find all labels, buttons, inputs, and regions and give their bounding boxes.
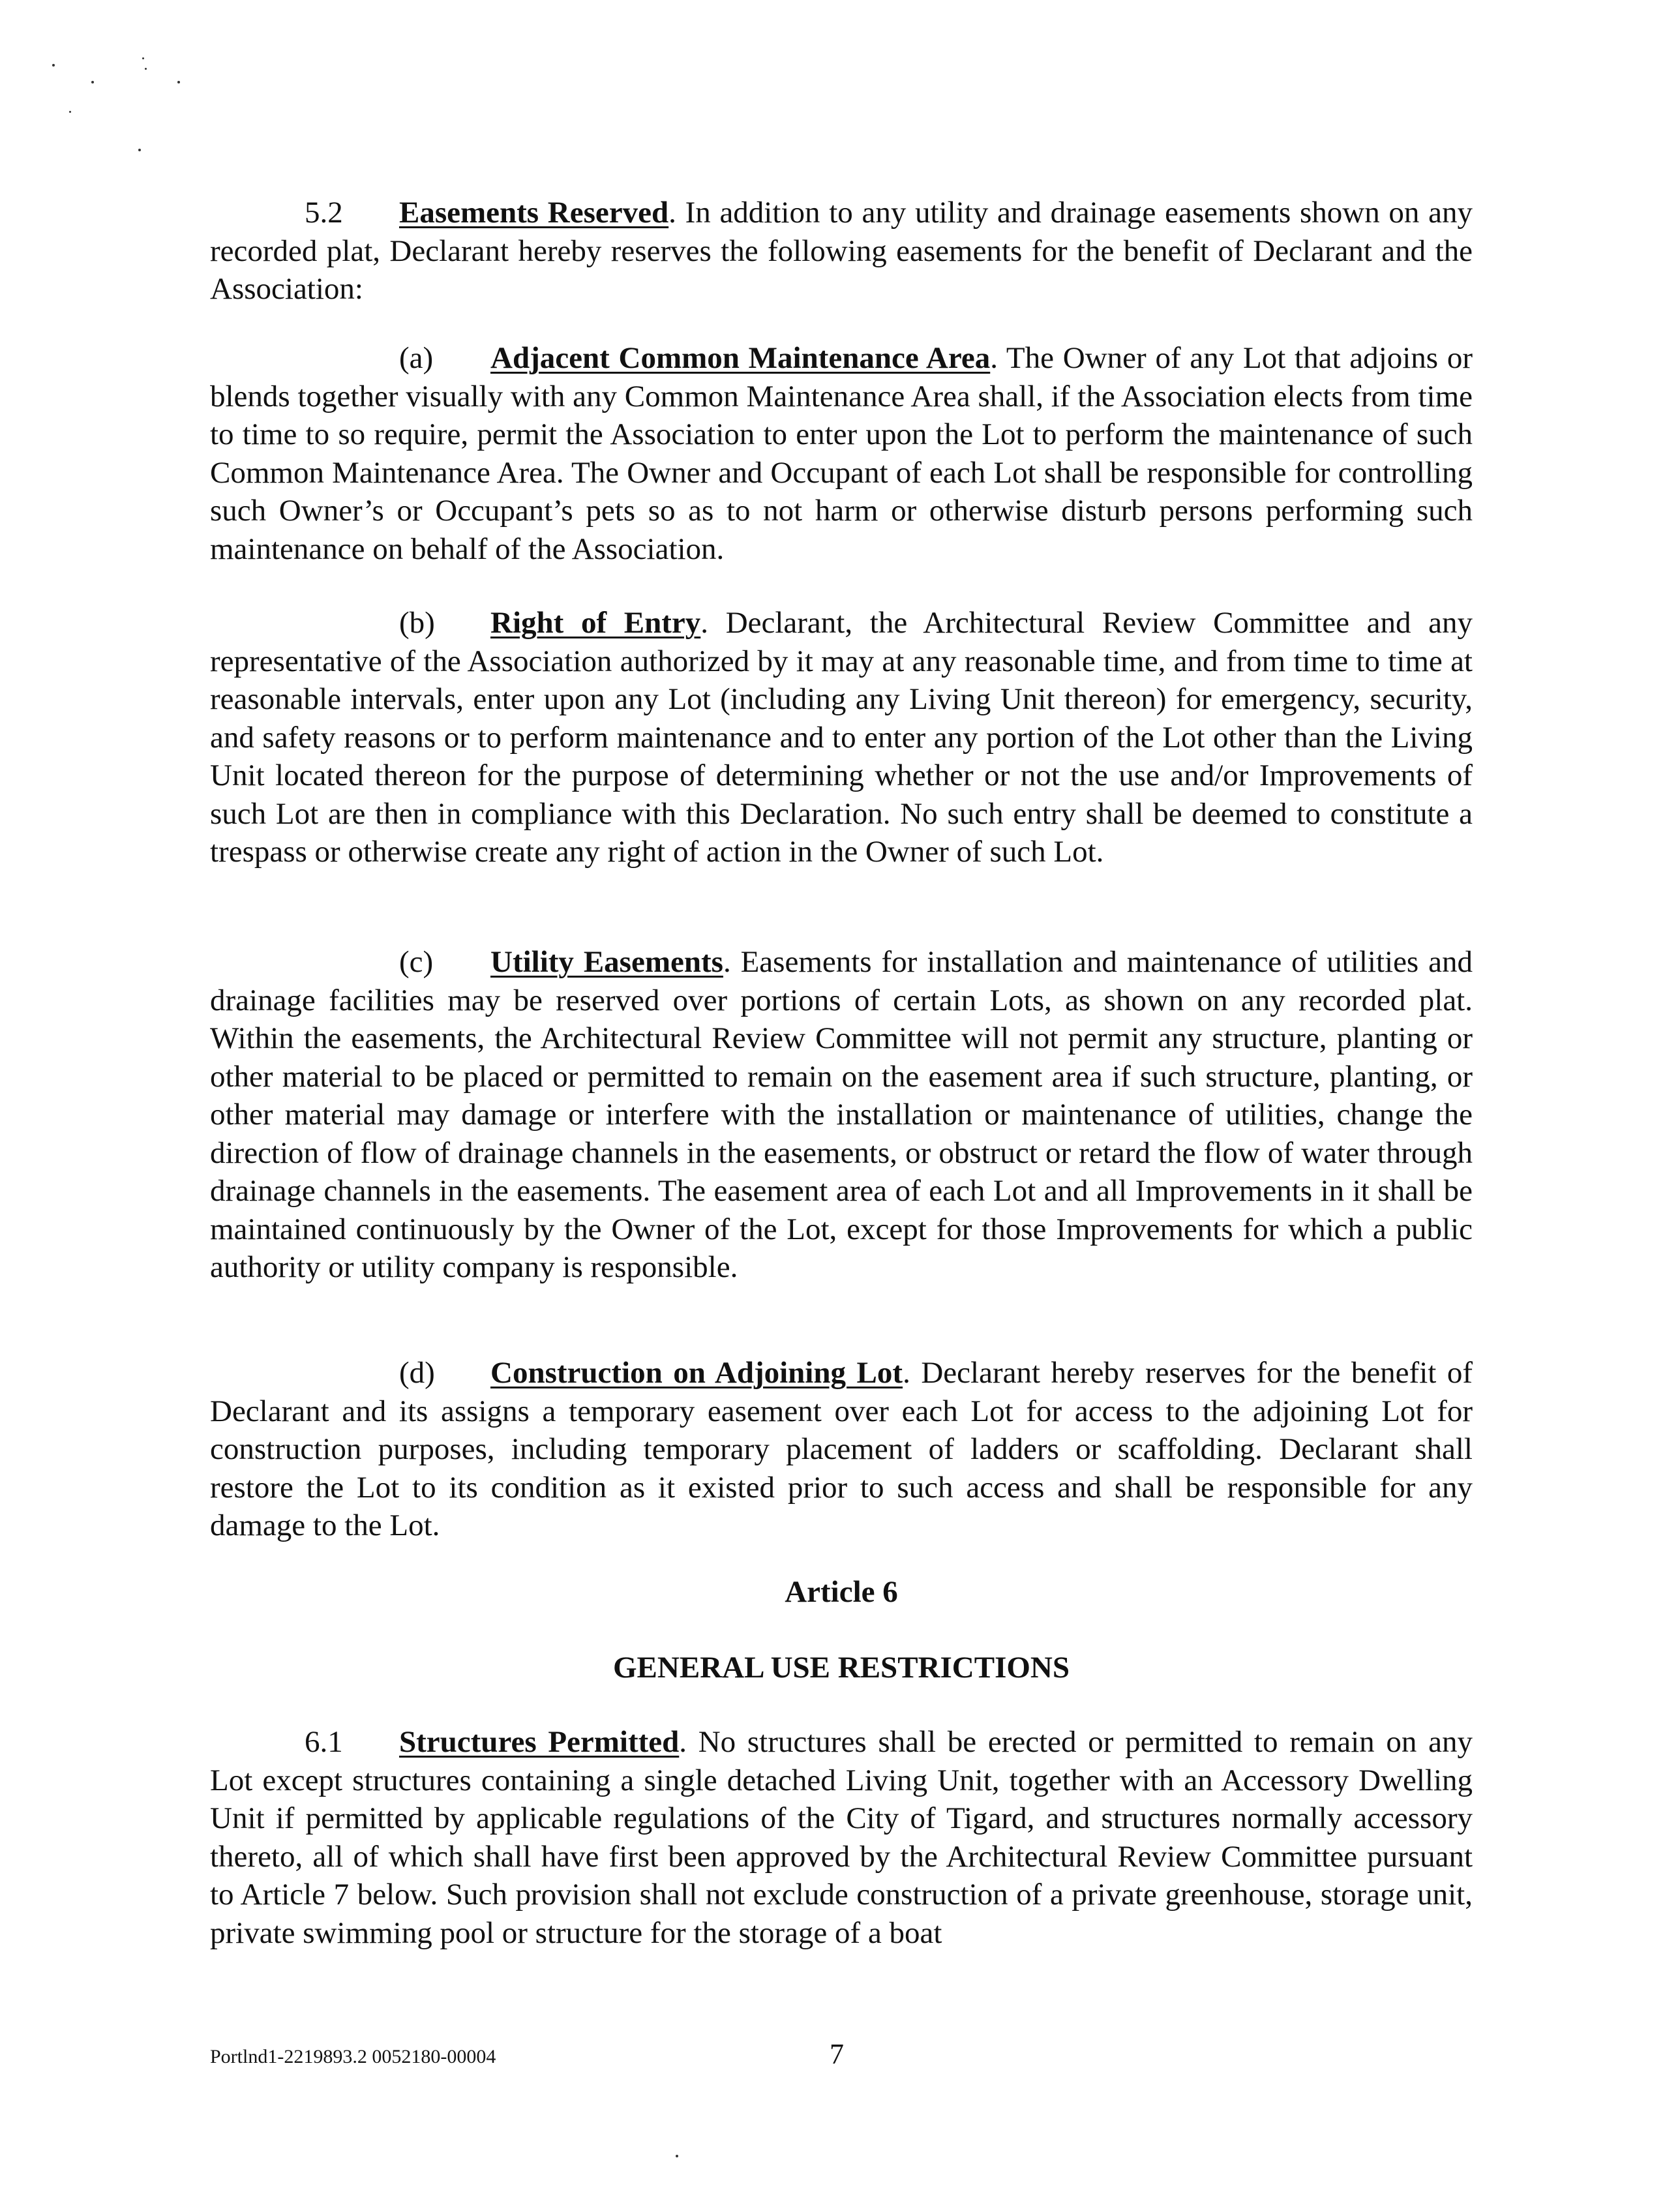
subsection-heading: Adjacent Common Maintenance Area [490,341,991,375]
section-heading: Structures Permitted [399,1725,680,1759]
section-heading: Easements Reserved [399,196,669,230]
subsection-heading: Construction on Adjoining Lot [490,1356,903,1390]
subsection-body: . Easements for installation and maintenance of utilities and drainage facilities may be reserved over portions of certain Lots, as shown on any recorded plat. Within the easements, the Architectural Review Committee will not permit any structure, planting or other material to be placed or permitted to remain on the easement area if such structure, planting, or other material may damage or interfere with the installation or maintenance of utilities, change the direction of flow of drainage channels in the easements, or obstruct or retard the flow of water through drainage channels in the easements. The easement area of each Lot and all Improvements in it shall be maintained continuously by the Owner of the Lot, except for those Improvements for which a public authority or utility company is responsible. [210,945,1473,1284]
section-number: 5.2 [305,196,343,230]
subsection-heading: Utility Easements [490,945,723,979]
article-subtitle: GENERAL USE RESTRICTIONS [613,1651,1070,1685]
subsection-number: (d) [399,1356,435,1390]
scan-speck [52,64,55,67]
subsection-number: (c) [399,945,434,979]
scan-speck [91,81,94,83]
subsection-number: (a) [399,341,434,375]
subsection-heading: Right of Entry [490,606,701,640]
subsection-body: . Declarant, the Architectural Review Committee and any representative of the Association authorized by it may at any reasonable time, and from time to time at reasonable intervals, enter upon any Lot (including any Living Unit thereon) for emergency, security, and safety reasons or to perform maintenance and to enter any portion of the Lot other than the Living Unit located thereon for the purpose of determining whether or not the use and/or Improvements of such Lot are then in compliance with this Declaration. No such entry shall be deemed to constitute a trespass or otherwise create any right of action in the Owner of such Lot. [210,606,1473,869]
scan-speck [676,2155,678,2157]
section-number: 6.1 [305,1725,343,1759]
subsection-body: . The Owner of any Lot that adjoins or blends together visually with any Common Maintenance Area shall, if the Association elects from time to time to so require, permit the Association to enter upon the Lot to perform the maintenance of such Common Maintenance Area. The Owner and Occupant of each Lot shall be responsible for controlling such Owner’s or Occupant’s pets so as to not harm or otherwise disturb persons performing such maintenance on behalf of the Association. [210,341,1473,566]
section-body: . No structures shall be erected or permitted to remain on any Lot except structures containing a single detached Living Unit, together with an Accessory Dwelling Unit if permitted by applicable regulations of the City of Tigard, and structures normally accessory thereto, all of which shall have first been approved by the Architectural Review Committee pursuant to Article 7 below. Such provision shall not exclude construction of a private greenhouse, storage unit, private swimming pool or structure for the storage of a boat [210,1725,1473,1950]
section-6-1 [210,1723,1473,1952]
subsection-number: (b) [399,606,435,640]
section-body: . In addition to any utility and drainage easements shown on any recorded plat, Declarant hereby reserves the following easements for the benefit of Declarant and the Association: [210,196,1473,306]
subsection-b [210,604,1473,871]
scan-speck [177,81,180,83]
scan-speck [69,111,71,113]
subsection-c [210,943,1473,1287]
subsection-d [210,1354,1473,1545]
subsection-a [210,339,1473,568]
scan-speck [138,149,141,151]
subsection-body: . Declarant hereby reserves for the benefit of Declarant and its assigns a temporary easement over each Lot for access to the adjoining Lot for construction purposes, including temporary placement of ladders or scaffolding. Declarant shall restore the Lot to its condition as it existed prior to such access and shall be responsible for any damage to the Lot. [210,1356,1473,1542]
scan-speck [145,68,147,70]
section-5-2 [210,194,1473,308]
scan-speck [142,57,144,59]
article-title: Article 6 [785,1575,898,1609]
page-number: 7 [830,2038,844,2070]
footer-document-id: Portlnd1-2219893.2 0052180-00004 [210,2046,496,2067]
